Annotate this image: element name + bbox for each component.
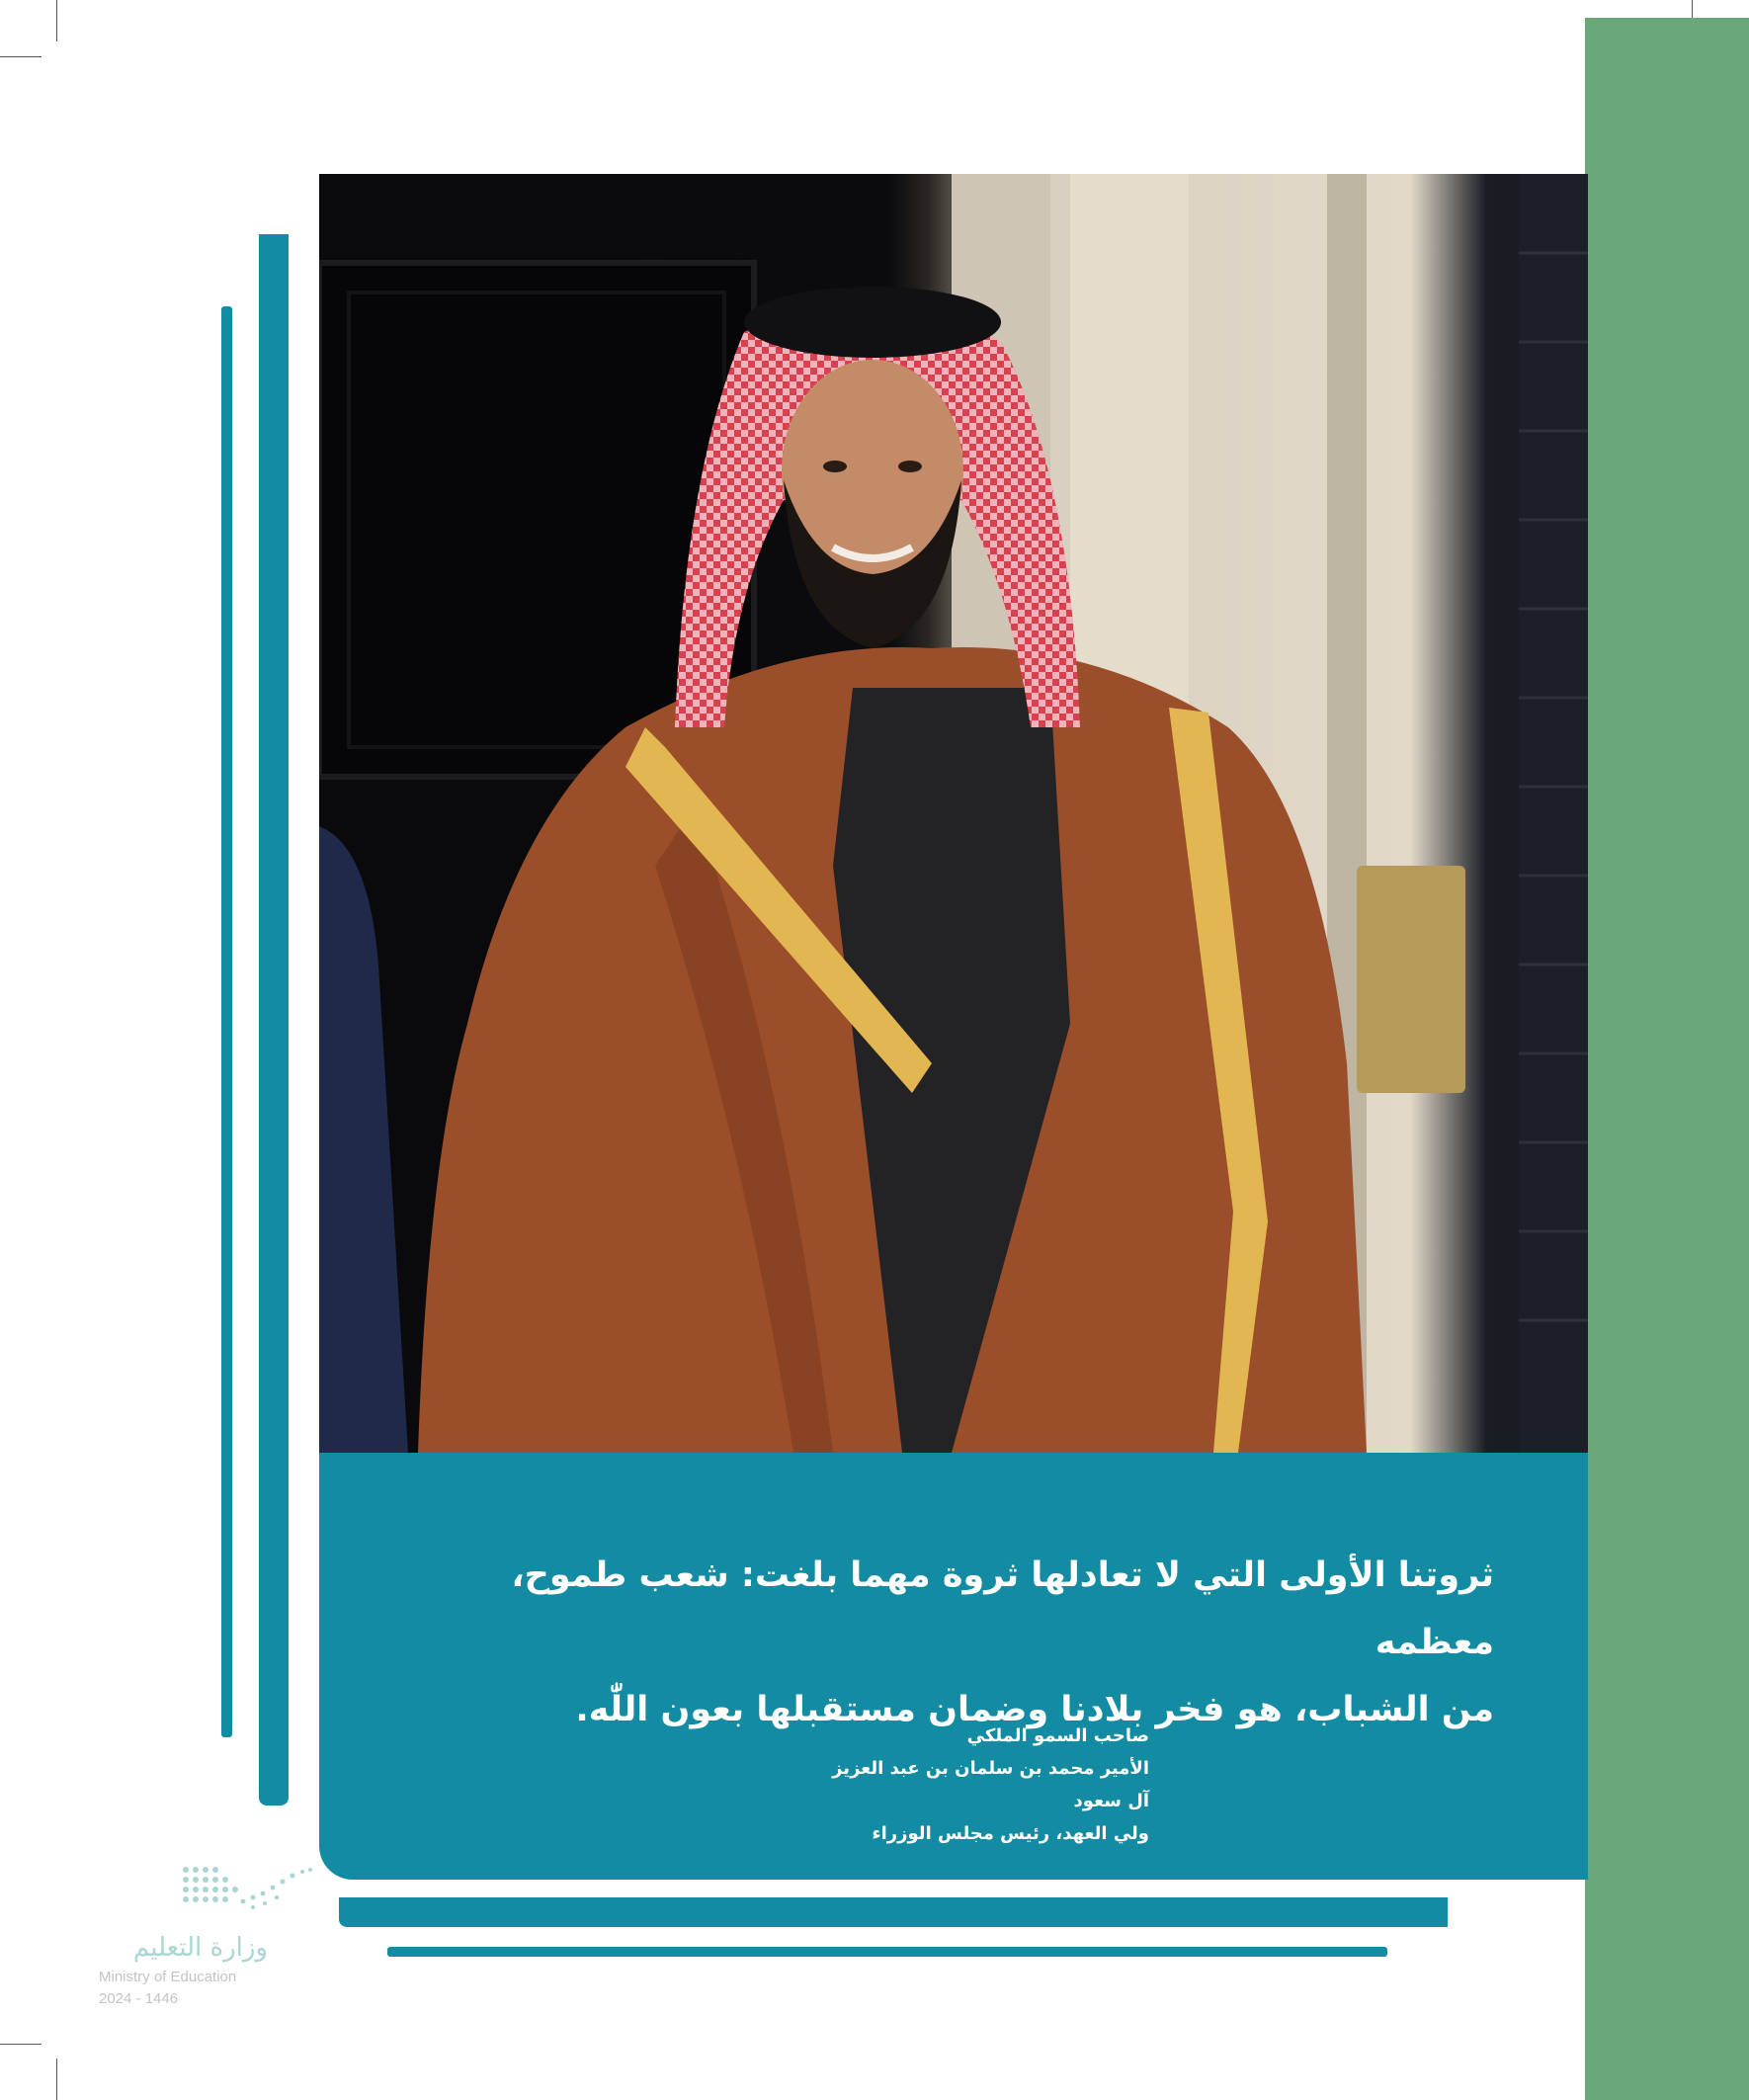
attribution-honorific: صاحب السمو الملكي <box>966 1725 1149 1746</box>
left-accent-bar-inner <box>221 306 232 1737</box>
ministry-logo <box>95 1858 352 2007</box>
green-side-band <box>1585 18 1749 2100</box>
ministry-dot-logo-icon <box>95 1858 352 1927</box>
quote-line: من الشباب، هو فخر بلادنا وضمان مستقبلها بعون اللّٰه. <box>575 1690 1494 1729</box>
attribution-name: الأمير محمد بن سلمان بن عبد العزيز آل سعود <box>832 1758 1149 1811</box>
crop-mark <box>0 56 42 57</box>
portrait-illustration <box>319 174 1588 1453</box>
crop-mark <box>56 2058 57 2100</box>
crown-prince-photo <box>319 174 1588 1453</box>
bottom-accent-bar-upper <box>339 1897 1448 1927</box>
quote-panel <box>319 1453 1588 1880</box>
crop-mark <box>56 0 57 42</box>
crop-mark <box>0 2044 42 2045</box>
attribution-title: ولي العهد، رئيس مجلس الوزراء <box>872 1823 1149 1844</box>
quote-line: ثروتنا الأولى التي لا تعادلها ثروة مهما بلغت: شعب طموح، معظمه <box>511 1555 1494 1662</box>
left-accent-bar-outer <box>259 234 289 1806</box>
ministry-name-arabic: وزارة التعليم <box>132 1933 268 1963</box>
ministry-year: 2024 - 1446 <box>99 1990 179 2007</box>
bottom-accent-bar-lower <box>387 1947 1387 1957</box>
quote-text <box>397 1542 1494 1743</box>
quote-attribution <box>813 1720 1149 1850</box>
ministry-name-english: Ministry of Education <box>99 1969 237 1985</box>
